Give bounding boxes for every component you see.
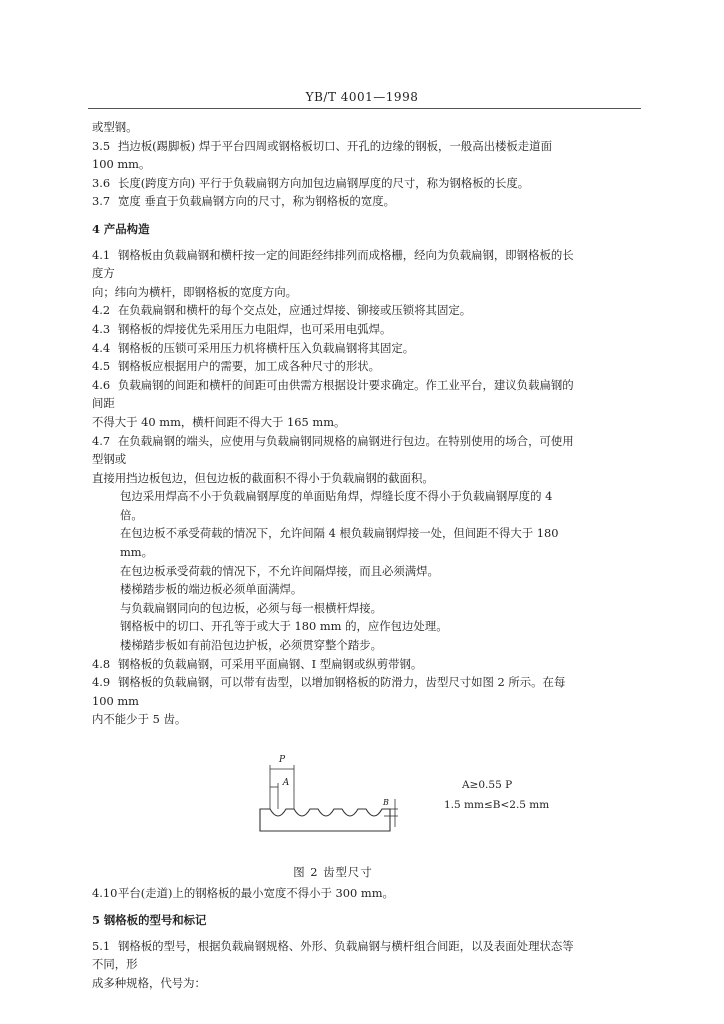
document-body xyxy=(92,118,574,993)
clause-number: 4.8 xyxy=(92,656,111,671)
clause-text: 宽度 垂直于负载扁钢方向的尺寸，称为钢格板的宽度。 xyxy=(118,194,395,209)
clause-text: 钢格板由负载扁钢和横杆按一定的间距经纬排列而成格栅，经向为负载扁钢，即钢格板的长度方 xyxy=(92,247,574,281)
paragraph: 在包边板不承受荷载的情况下，允许间隔 4 根负载扁钢焊接一处，但间距不得大于 180 mm。 xyxy=(120,526,559,560)
clause-text: 钢格板的焊接优先采用压力电阻焊，也可采用电弧焊。 xyxy=(118,321,392,336)
paragraph: 内不能少于 5 齿。 xyxy=(92,712,187,727)
paragraph: 向；纬向为横杆，即钢格板的宽度方向。 xyxy=(92,284,298,299)
clause-4-9 xyxy=(92,673,574,710)
clause-number: 4.9 xyxy=(92,675,111,690)
clause-4-10 xyxy=(92,884,574,903)
clause-number: 4.3 xyxy=(92,321,111,336)
header-rule xyxy=(88,108,641,109)
clause-text: 钢格板的型号，根据负载扁钢规格、外形、负载扁钢与横杆组合间距，以及表面处理状态等不同，形 xyxy=(92,938,574,972)
clause-number: 3.6 xyxy=(92,175,111,190)
formula-a: A≥0.55 P xyxy=(462,779,513,791)
clause-3-6 xyxy=(92,174,574,193)
clause-number: 5.1 xyxy=(92,938,111,953)
label-a: A xyxy=(282,778,290,788)
paragraph: 包边采用焊高不小于负载扁钢厚度的单面贴角焊，焊缝长度不得小于负载扁钢厚度的 4 倍。 xyxy=(120,489,553,522)
clause-4-3 xyxy=(92,320,574,339)
serrated-bar-outline xyxy=(260,809,390,831)
figure-caption: 图 2 齿型尺寸 xyxy=(293,865,373,879)
clause-text: 平台(走道)上的钢格板的最小宽度不得小于 300 mm。 xyxy=(118,885,394,900)
clause-4-8 xyxy=(92,655,574,674)
clause-4-2 xyxy=(92,301,574,320)
clause-text: 负载扁钢的间距和横杆的间距可由供需方根据设计要求确定。作工业平台，建议负载扁钢的间距 xyxy=(92,377,574,411)
section-heading-5: 5 钢格板的型号和标记 xyxy=(92,913,207,928)
section-heading-4: 4 产品构造 xyxy=(92,221,150,236)
clause-number: 4.4 xyxy=(92,340,111,355)
paragraph: 不得大于 40 mm，横杆间距不得大于 165 mm。 xyxy=(92,414,346,429)
clause-number: 3.5 xyxy=(92,138,111,153)
clause-text: 在负载扁钢的端头，应使用与负载扁钢同规格的扁钢进行包边。在特别使用的场合，可使用型钢或 xyxy=(92,433,574,467)
clause-4-5 xyxy=(92,357,574,376)
clause-text: 钢格板的压锁可采用压力机将横杆压入负载扁钢将其固定。 xyxy=(118,340,415,355)
clause-number: 4.5 xyxy=(92,359,111,374)
clause-3-7 xyxy=(92,192,574,211)
clause-4-6 xyxy=(92,376,574,413)
paragraph: 或型钢。 xyxy=(92,120,138,134)
paragraph: 成多种规格，代号为： xyxy=(92,975,206,990)
clause-text: 钢格板的负载扁钢，可以带有齿型，以增加钢格板的防滑力，齿型尺寸如图 2 所示。在每 100 mm xyxy=(92,675,566,708)
clause-text: 挡边板(踢脚板) 焊于平台四周或钢格板切口、开孔的边缘的钢板，一般高出楼板走道面 xyxy=(118,138,552,153)
paragraph: 钢格板中的切口、开孔等于或大于 180 mm 的，应作包边处理。 xyxy=(120,619,448,634)
clause-text: 钢格板的负载扁钢，可采用平面扁钢、I 型扁钢或纵剪带钢。 xyxy=(118,656,423,671)
clause-text: 钢格板应根据用户的需要，加工成各种尺寸的形状。 xyxy=(118,359,380,374)
clause-text: 长度(跨度方向) 平行于负载扁钢方向加包边扁钢厚度的尺寸，称为钢格板的长度。 xyxy=(118,175,530,190)
clause-3-5 xyxy=(92,137,574,156)
clause-number: 4.2 xyxy=(92,303,111,318)
clause-number: 3.7 xyxy=(92,194,111,209)
formula-b: 1.5 mm≤B<2.5 mm xyxy=(444,799,550,811)
label-b: B xyxy=(383,798,389,807)
clause-number: 4.6 xyxy=(92,377,111,392)
paragraph: 直接用挡边板包边，但包边板的截面积不得小于负载扁钢的截面积。 xyxy=(92,470,434,485)
figure-2-tooth-profile xyxy=(92,743,574,863)
paragraph: 在包边板承受荷载的情况下，不允许间隔焊接，而且必须满焊。 xyxy=(120,563,439,578)
clause-number: 4.10 xyxy=(92,885,118,900)
clause-number: 4.7 xyxy=(92,433,111,448)
label-p: P xyxy=(278,755,286,765)
clause-text: 在负载扁钢和横杆的每个交点处，应通过焊接、铆接或压锁将其固定。 xyxy=(118,303,472,318)
tooth-profile-diagram xyxy=(252,743,402,843)
paragraph: 100 mm。 xyxy=(92,157,151,172)
clause-5-1 xyxy=(92,937,574,974)
clause-4-4 xyxy=(92,339,574,358)
paragraph: 楼梯踏步板的端边板必须单面满焊。 xyxy=(120,582,303,597)
page-header: YB/T 4001—1998 xyxy=(305,90,419,104)
paragraph: 楼梯踏步板如有前沿包边护板，必须贯穿整个踏步。 xyxy=(120,638,382,653)
clause-4-7 xyxy=(92,432,574,469)
clause-4-1 xyxy=(92,246,574,283)
paragraph: 与负载扁钢同向的包边板，必须与每一根横杆焊接。 xyxy=(120,600,382,615)
clause-number: 4.1 xyxy=(92,247,111,262)
